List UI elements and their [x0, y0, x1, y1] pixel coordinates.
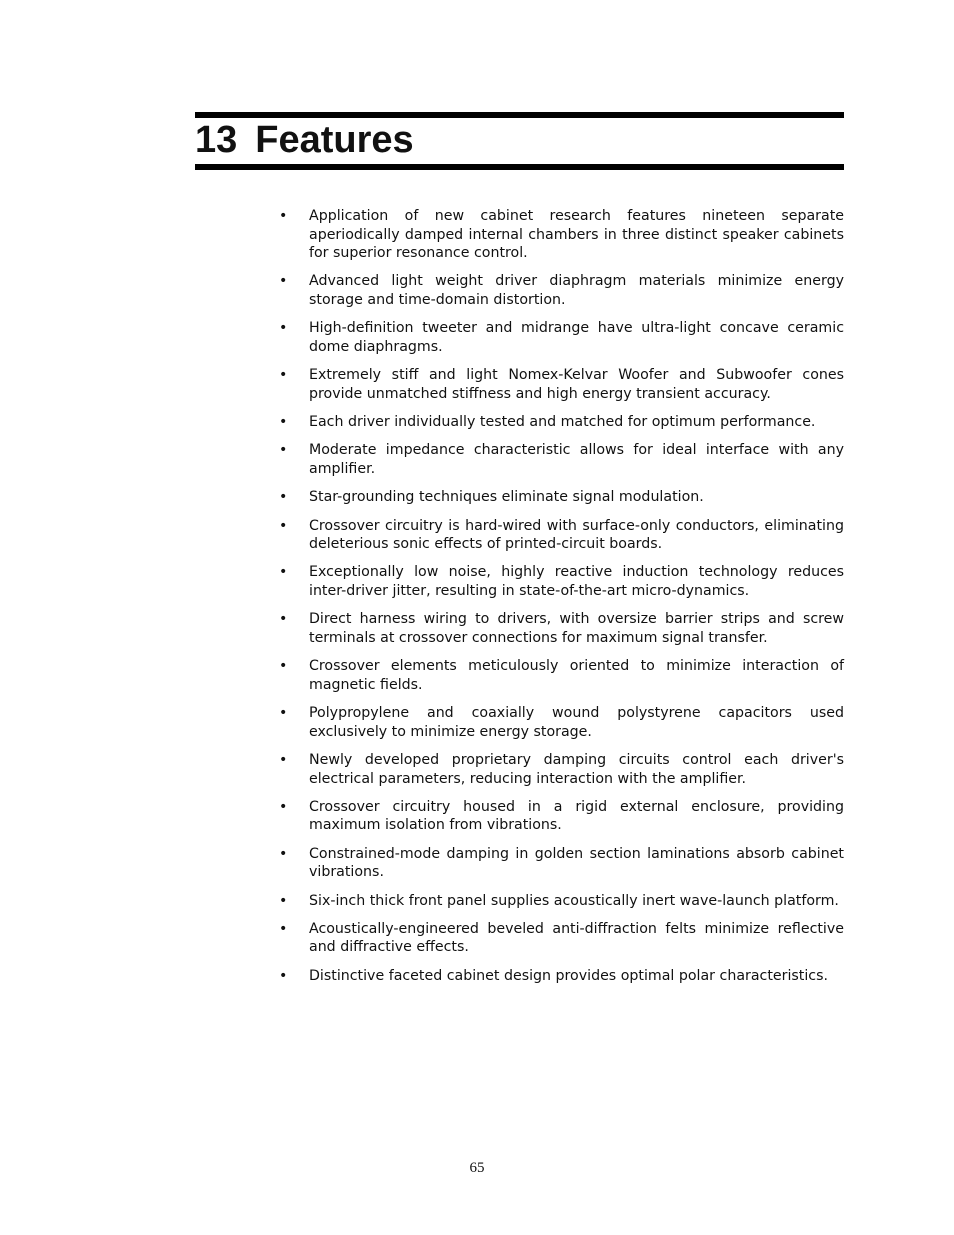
bullet-icon: • — [279, 489, 288, 506]
feature-item — [279, 845, 844, 882]
page-number: 65 — [469, 1160, 485, 1176]
feature-text: Polypropylene and coaxially wound polystyrene capacitors used exclusively to minimize energy storage. — [309, 705, 844, 740]
feature-text: Crossover circuitry housed in a rigid external enclosure, providing maximum isolation from vibrations. — [309, 798, 844, 834]
bullet-icon: • — [279, 208, 288, 224]
bullet-icon: • — [279, 414, 288, 431]
bullet-icon: • — [279, 442, 288, 459]
chapter-number: 13 — [195, 119, 238, 161]
feature-item — [279, 704, 844, 741]
feature-text: Newly developed proprietary damping circuits control each driver's electrical parameters, reducing interaction with the amplifier. — [309, 751, 844, 787]
bullet-icon: • — [279, 751, 288, 768]
feature-item — [279, 272, 844, 309]
bullet-icon: • — [279, 798, 288, 815]
bullet-icon: • — [279, 845, 288, 862]
bullet-icon: • — [279, 517, 288, 534]
bullet-icon: • — [279, 367, 288, 384]
feature-text: Advanced light weight driver diaphragm materials minimize energy storage and time-domain distortion. — [309, 273, 844, 309]
feature-text: Application of new cabinet research features nineteen separate aperiodically damped internal chambers in three distinct speaker cabinets for superior resonance control. — [309, 208, 844, 262]
feature-item — [279, 751, 844, 788]
feature-text: Exceptionally low noise, highly reactive induction technology reduces inter-driver jitter, resulting in state-of-the-art micro-dynamics. — [309, 564, 844, 599]
chapter-title — [195, 121, 844, 159]
feature-item — [279, 563, 844, 600]
feature-text: Star-grounding techniques eliminate signal modulation. — [309, 489, 704, 506]
bullet-icon: • — [279, 658, 288, 675]
feature-text: Moderate impedance characteristic allows for ideal interface with any amplifier. — [309, 442, 844, 477]
feature-item — [279, 207, 844, 263]
feature-text: Crossover circuitry is hard-wired with surface-only conductors, eliminating deleterious sonic effects of printed-circuit boards. — [309, 517, 844, 553]
feature-text: Constrained-mode damping in golden section laminations absorb cabinet vibrations. — [309, 845, 844, 881]
bullet-icon: • — [279, 320, 288, 337]
feature-text: Extremely stiff and light Nomex-Kelvar Woofer and Subwoofer cones provide unmatched stiffness and high energy transient accuracy. — [309, 367, 844, 402]
feature-item — [279, 798, 844, 835]
heading-bottom-rule — [195, 164, 844, 170]
feature-item — [279, 488, 844, 507]
bullet-icon: • — [279, 892, 288, 909]
feature-item — [279, 967, 844, 986]
feature-item — [279, 610, 844, 647]
chapter-heading — [195, 112, 844, 170]
feature-item — [279, 657, 844, 694]
feature-text: Each driver individually tested and matched for optimum performance. — [309, 414, 816, 431]
feature-text: Acoustically-engineered beveled anti-diffraction felts minimize reflective and diffractive effects. — [309, 920, 844, 956]
chapter-title-text: Features — [255, 119, 414, 161]
feature-list — [279, 207, 844, 995]
bullet-icon: • — [279, 705, 288, 722]
bullet-icon: • — [279, 967, 288, 984]
feature-item — [279, 413, 844, 432]
feature-text: High-definition tweeter and midrange have ultra-light concave ceramic dome diaphragms. — [309, 320, 844, 355]
bullet-icon: • — [279, 920, 288, 937]
feature-item — [279, 319, 844, 356]
feature-item — [279, 441, 844, 478]
bullet-icon: • — [279, 273, 288, 290]
bullet-icon: • — [279, 564, 288, 581]
feature-text: Distinctive faceted cabinet design provides optimal polar characteristics. — [309, 967, 829, 984]
heading-top-rule — [195, 112, 844, 118]
feature-item — [279, 892, 844, 911]
feature-item — [279, 366, 844, 403]
feature-item — [279, 920, 844, 957]
bullet-icon: • — [279, 611, 288, 628]
feature-item — [279, 517, 844, 554]
feature-text: Direct harness wiring to drivers, with oversize barrier strips and screw terminals at crossover connections for maximum signal transfer. — [309, 611, 844, 646]
feature-text: Crossover elements meticulously oriented to minimize interaction of magnetic fields. — [309, 658, 844, 693]
feature-text: Six-inch thick front panel supplies acoustically inert wave-launch platform. — [309, 892, 839, 909]
